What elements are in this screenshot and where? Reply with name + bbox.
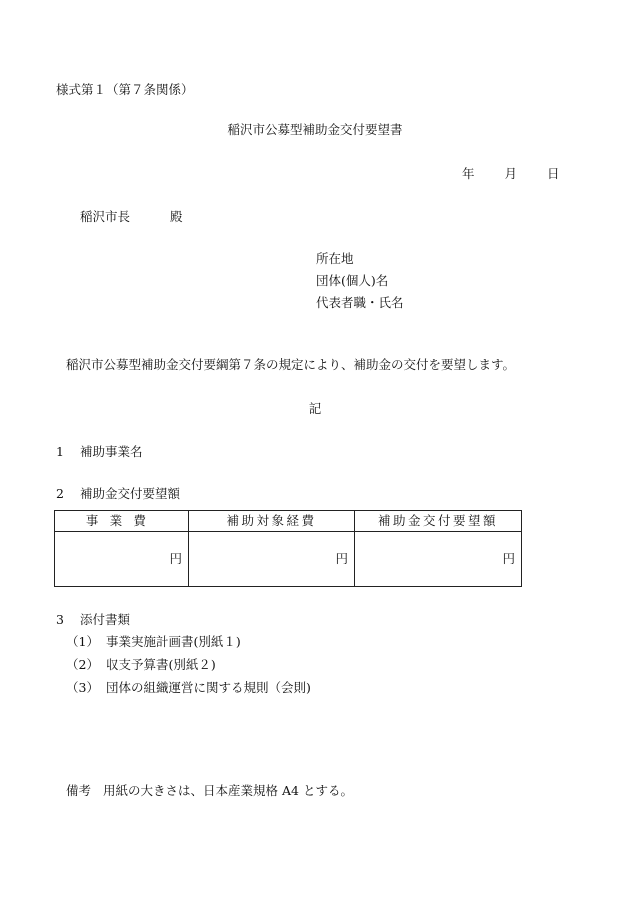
remarks-label: 備考 [66,783,92,798]
applicant-address-label: 所在地 [316,251,354,266]
attachment-label: 事業実施計画書(別紙１) [106,634,241,649]
header-project-cost: 事業費 [55,511,189,532]
section-project-name [56,446,143,459]
eligible-cost-cell [189,532,355,587]
header-eligible-cost: 補助対象経費 [189,511,355,532]
addressee [80,211,183,224]
section-number: 3 [56,612,64,627]
remarks-text: 用紙の大きさは、日本産業規格 A4 とする。 [103,783,353,798]
attachment-label: 団体の組織運営に関する規則（会則) [106,680,311,695]
amount-table [54,510,522,587]
attachment-number: （1） [66,634,99,649]
document-title: 稲沢市公募型補助金交付要望書 [227,122,403,137]
list-item [66,659,311,682]
project-cost-cell [55,532,189,587]
section-label: 補助金交付要望額 [80,486,181,501]
applicant-block [316,253,404,319]
form-number: 様式第１（第７条関係） [56,82,194,97]
section-number: 1 [56,444,64,459]
date-year-label: 年 [462,166,475,181]
applicant-organization-label: 団体(個人)名 [316,273,389,288]
section-label: 補助事業名 [80,444,143,459]
list-item [66,682,311,705]
ki-heading: 記 [308,401,322,416]
section-attachments [56,614,130,627]
date-month-label: 月 [504,166,518,181]
table-header-row [55,511,522,532]
remarks-note [66,785,353,798]
addressee-name: 稲沢市長 [80,209,131,224]
section-label: 添付書類 [80,612,131,627]
list-item [66,636,311,659]
applicant-representative-label: 代表者職・氏名 [316,295,404,310]
attachment-list [66,636,311,705]
attachment-label: 収支予算書(別紙２) [106,657,216,672]
section-number: 2 [56,486,64,501]
yen-unit: 円 [502,550,515,566]
attachment-number: （2） [66,657,99,672]
table-row [55,532,522,587]
attachment-number: （3） [66,680,99,695]
date-line [462,168,560,181]
yen-unit: 円 [335,550,348,566]
requested-amount-cell [355,532,522,587]
header-requested-amount: 補助金交付要望額 [355,511,522,532]
addressee-honorific: 殿 [170,209,183,224]
section-requested-amount [56,488,180,501]
request-sentence: 稲沢市公募型補助金交付要綱第７条の規定により、補助金の交付を要望します。 [66,357,516,372]
date-day-label: 日 [547,166,560,181]
yen-unit: 円 [169,550,182,566]
